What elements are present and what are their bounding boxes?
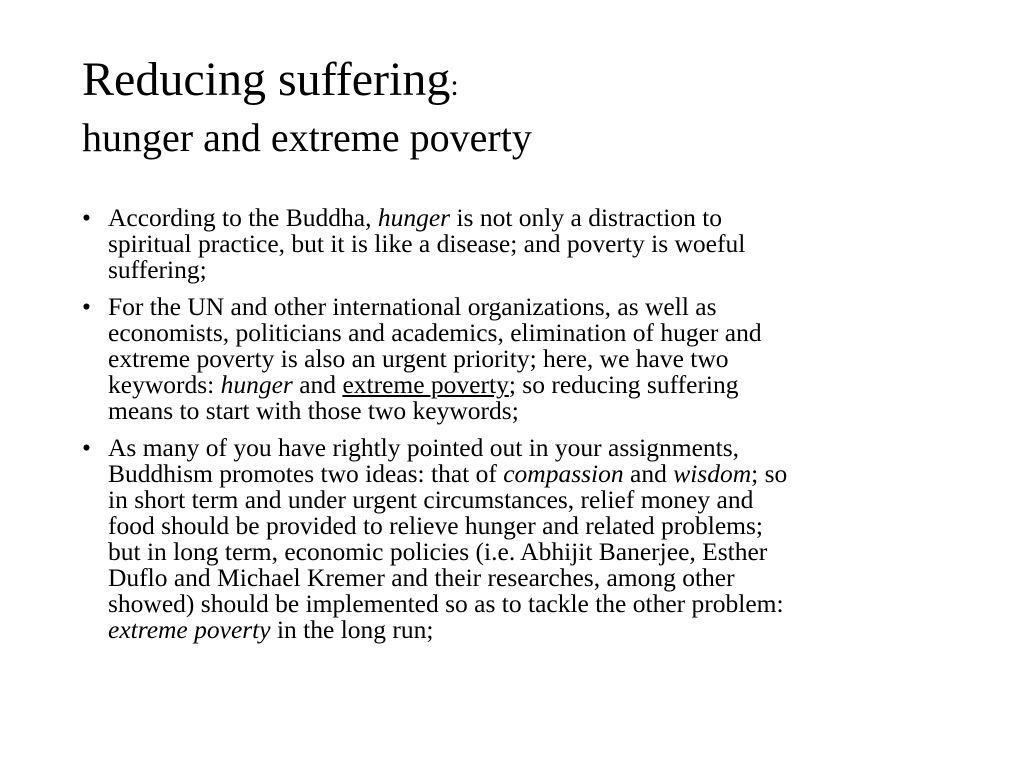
bullet-dot: • <box>82 292 91 321</box>
text: is not only a distraction to <box>450 203 723 232</box>
bullet-3-line-2 <box>108 461 962 487</box>
emphasis-wisdom: wisdom <box>673 459 752 488</box>
underlined-extreme-poverty: extreme poverty <box>342 370 509 399</box>
emphasis-extreme-poverty: extreme poverty <box>108 615 271 644</box>
emphasis-hunger: hunger <box>220 370 293 399</box>
title-main-text: Reducing suffering <box>82 53 451 106</box>
bullet-item-1 <box>82 205 962 283</box>
bullet-1-line-3: suffering; <box>108 255 207 284</box>
bullet-list <box>82 205 962 654</box>
bullet-3-line-7: showed) should be implemented so as to tackle the other problem: <box>108 589 784 618</box>
bullet-3-line-3: in short term and under urgent circumstances, relief money and <box>108 485 754 514</box>
bullet-3-line-5: but in long term, economic policies (i.e. Abhijit Banerjee, Esther <box>108 537 768 566</box>
bullet-1-line-2: spiritual practice, but it is like a disease; and poverty is woeful <box>108 229 746 258</box>
bullet-3-line-4: food should be provided to relieve hunger and related problems; <box>108 511 764 540</box>
title-main-line <box>82 52 962 114</box>
text: ; so <box>751 459 788 488</box>
text: and <box>623 459 674 488</box>
bullet-3-line-6: Duflo and Michael Kremer and their researches, among other <box>108 563 735 592</box>
bullet-3-line-8 <box>108 617 962 643</box>
bullet-3-line-1: As many of you have rightly pointed out in your assignments, <box>108 433 740 462</box>
bullet-1-line-1 <box>108 205 962 231</box>
bullet-dot: • <box>82 203 91 232</box>
bullet-dot: • <box>82 433 91 462</box>
title-subtitle: hunger and extreme poverty <box>82 115 532 160</box>
text: ; so reducing suffering <box>508 370 739 399</box>
text: and <box>292 370 343 399</box>
bullet-2-line-2: economists, politicians and academics, elimination of huger and <box>108 318 762 347</box>
emphasis-hunger: hunger <box>377 203 451 232</box>
emphasis-compassion: compassion <box>503 459 624 488</box>
bullet-2-line-3: extreme poverty is also an urgent priority; here, we have two <box>108 344 729 373</box>
bullet-item-2 <box>82 294 962 424</box>
slide-title <box>82 52 962 162</box>
title-colon: : <box>450 69 459 102</box>
bullet-2-line-1: For the UN and other international organizations, as well as <box>108 292 717 321</box>
text: According to the Buddha, <box>108 203 378 232</box>
text: keywords: <box>108 370 221 399</box>
bullet-item-3 <box>82 435 962 643</box>
bullet-2-line-4 <box>108 372 962 398</box>
text: in the long run; <box>270 615 434 644</box>
bullet-2-line-5: means to start with those two keywords; <box>108 396 519 425</box>
text: Buddhism promotes two ideas: that of <box>108 459 504 488</box>
